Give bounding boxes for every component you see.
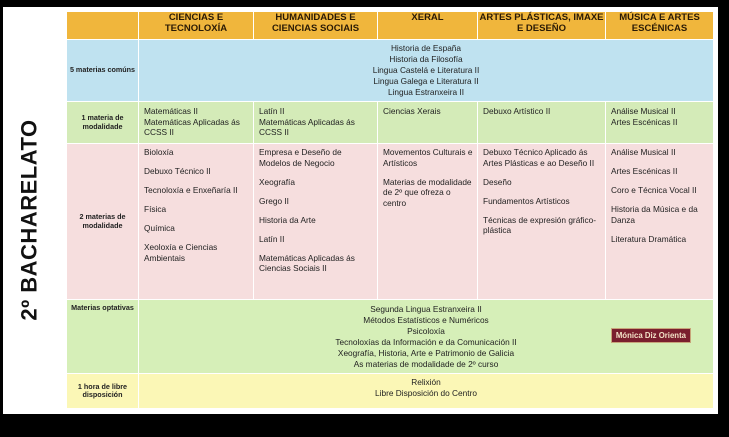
modal2-humanidades <box>254 144 378 300</box>
libre-list <box>139 374 714 409</box>
cell-text: Matemáticas II Matemáticas Aplicadas ás CCSS II <box>144 106 240 137</box>
header-humanidades: HUMANIDADES E CIENCIAS SOCIAIS <box>254 12 378 40</box>
list-item: Materias de modalidade de 2º que ofreza o centro <box>383 176 472 208</box>
list-item: Segunda Lingua Estranxeira II <box>370 303 482 314</box>
list-item: Lingua Estranxeira II <box>387 87 465 97</box>
list-item: Debuxo Técnico Aplicado ás Artes Plásticas e ao Deseño II <box>483 147 595 168</box>
cell-text: Ciencias Xerais <box>383 106 441 116</box>
list-item: As materias de modalidade de 2º curso <box>353 358 499 369</box>
list-item: Coro e Técnica Vocal II <box>611 185 697 195</box>
frame-left <box>0 0 3 437</box>
modal1-musica <box>606 102 714 144</box>
subjects-table <box>66 11 714 409</box>
row-label-modalidade1: 1 materia de modalidade <box>67 102 139 144</box>
modal1-humanidades <box>254 102 378 144</box>
row-libre <box>67 374 714 409</box>
row-comuns <box>67 40 714 102</box>
list-item: Tecnoloxía e Enxeñaría II <box>144 185 238 195</box>
list-item: Bioloxía <box>144 147 174 157</box>
list-item: Xeoloxía e Ciencias Ambientais <box>144 242 218 263</box>
list-item: Química <box>144 223 175 233</box>
frame-right <box>718 0 729 437</box>
modal2-musica <box>606 144 714 300</box>
list-item: Lingua Galega e Literatura II <box>373 76 479 86</box>
list-item: Latín II <box>259 233 285 244</box>
cell-text: Latín II Matemáticas Aplicadas ás CCSS II <box>259 106 355 137</box>
frame-top <box>0 0 729 7</box>
row-modalidade1 <box>67 102 714 144</box>
list-item: Deseño <box>483 176 512 187</box>
header-row <box>67 12 714 40</box>
modal2-artes <box>478 144 606 300</box>
modal2-ciencias <box>139 144 254 300</box>
list-item: Relixión <box>411 377 441 387</box>
list-item: Técnicas de expresión gráfico-plástica <box>483 214 596 235</box>
list-item: Artes Escénicas II <box>611 166 678 176</box>
row-label-comuns: 5 materias comúns <box>67 40 139 102</box>
modal1-artes <box>478 102 606 144</box>
row-label-modalidade2: 2 materias de modalidade <box>67 144 139 300</box>
list-item: Lingua Castelá e Literatura II <box>372 65 480 75</box>
list-item: Empresa e Deseño de Modelos de Negocio <box>259 147 342 168</box>
list-item: Historia da Música e da Danza <box>611 204 698 225</box>
list-item: Historia da Filosofía <box>389 54 463 64</box>
cell-text: Debuxo Artístico II <box>483 106 551 116</box>
cell-text: Análise Musical II Artes Escénicas II <box>611 106 678 127</box>
list-item: Tecnoloxías da Información e da Comunicación II <box>335 336 517 347</box>
row-modalidade2 <box>67 144 714 300</box>
header-ciencias: CIENCIAS E TECNOLOXÍA <box>139 12 254 40</box>
optativas-list <box>139 300 714 374</box>
list-item: Xeografía, Historia, Arte e Patrimonio de Galicia <box>337 347 515 358</box>
author-badge: Mónica Diz Orienta <box>611 328 691 343</box>
list-item: Movementos Culturais e Artísticos <box>383 147 473 168</box>
header-corner <box>67 12 139 40</box>
side-title-text: 2º BACHARELATO <box>17 119 43 321</box>
list-item: Historia de España <box>390 43 462 53</box>
row-label-optativas: Materias optativas <box>67 300 139 374</box>
list-item: Libre Disposición do Centro <box>375 388 477 398</box>
list-item: Xeografía <box>259 176 295 187</box>
comuns-list <box>139 40 714 102</box>
list-item: Grego II <box>259 195 289 206</box>
side-title <box>15 100 45 340</box>
list-item: Física <box>144 204 167 214</box>
list-item: Psicoloxía <box>407 325 445 336</box>
list-item: Métodos Estatísticos e Numéricos <box>363 314 489 325</box>
header-artes: ARTES PLÁSTICAS, IMAXE E DESEÑO <box>478 12 606 40</box>
list-item: Literatura Dramática <box>611 233 687 244</box>
row-optativas <box>67 300 714 374</box>
list-item: Historia da Arte <box>259 214 316 225</box>
list-item: Análise Musical II <box>611 147 676 157</box>
modal1-xeral <box>378 102 478 144</box>
row-label-libre: 1 hora de libre disposición <box>67 374 139 409</box>
modal1-ciencias <box>139 102 254 144</box>
list-item: Fundamentos Artísticos <box>483 195 570 206</box>
modal2-xeral <box>378 144 478 300</box>
list-item: Matemáticas Aplicadas ás Ciencias Sociais II <box>259 252 355 273</box>
header-musica: MÚSICA E ARTES ESCÉNICAS <box>606 12 714 40</box>
header-xeral: XERAL <box>378 12 478 40</box>
frame-bottom <box>0 414 729 437</box>
list-item: Debuxo Técnico II <box>144 166 211 176</box>
